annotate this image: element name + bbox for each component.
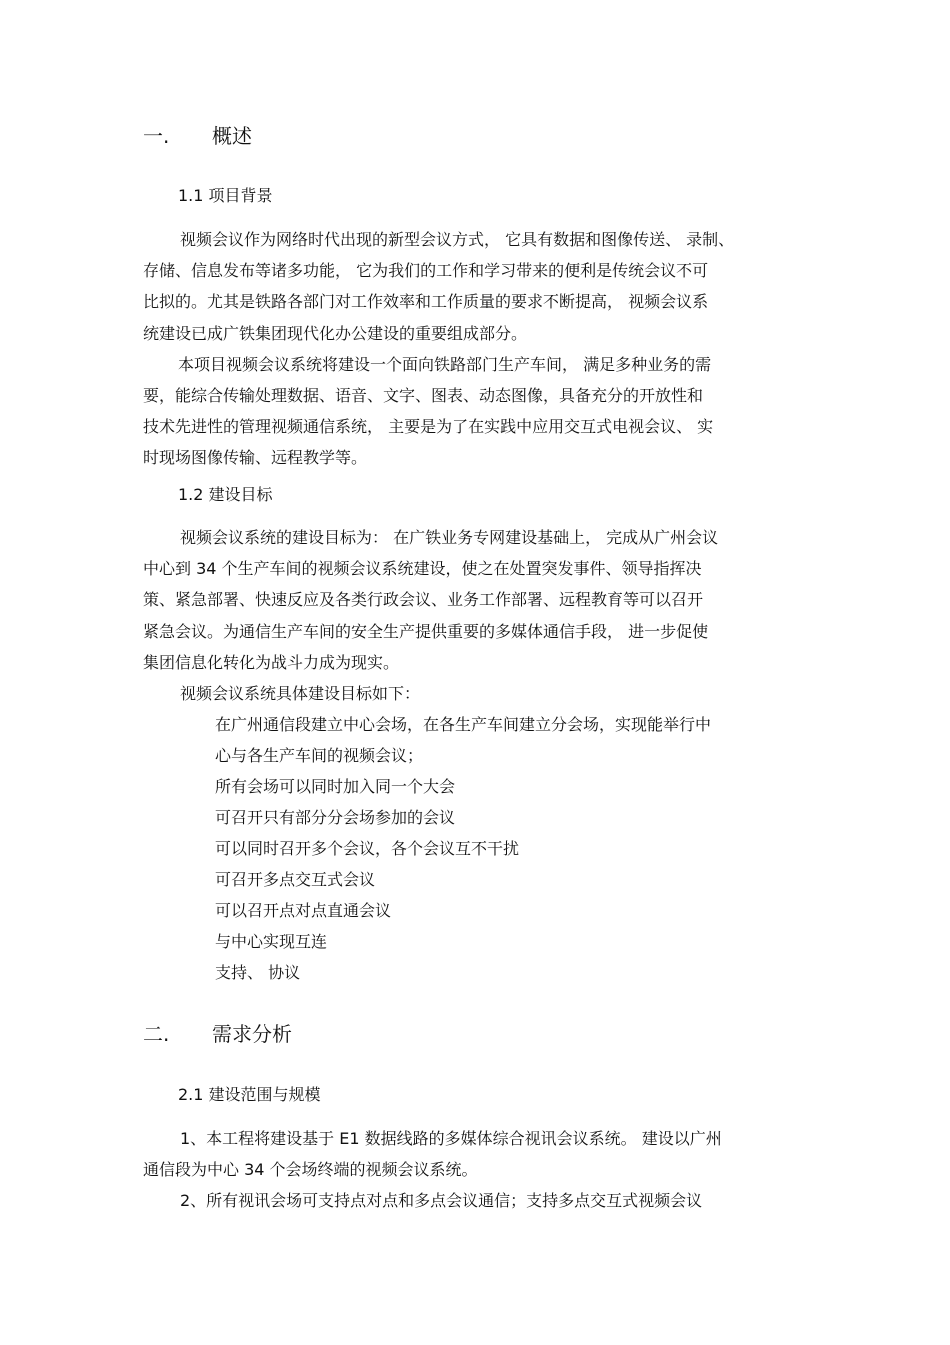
list-item: 可召开只有部分分会场参加的会议 xyxy=(215,808,456,827)
section-1-title: 概述 xyxy=(212,124,252,148)
paragraph-line: 集团信息化转化为战斗力成为现实。 xyxy=(143,653,400,672)
list-item: 可召开多点交互式会议 xyxy=(215,870,376,889)
subsection-1-1-title: 1.1 项目背景 xyxy=(178,186,273,205)
paragraph-line: 策、紧急部署、快速反应及各类行政会议、业务工作部署、远程教育等可以召开 xyxy=(143,590,704,609)
paragraph-line: 视频会议系统的建设目标为： 在广铁业务专网建设基础上， 完成从广州会议 xyxy=(180,528,719,547)
paragraph-line: 视频会议作为网络时代出现的新型会议方式， 它具有数据和图像传送、 录制、 xyxy=(180,230,735,249)
paragraph-line: 2、所有视讯会场可支持点对点和多点会议通信；支持多点交互式视频会议 xyxy=(180,1191,703,1210)
paragraph-line: 中心到 34 个生产车间的视频会议系统建设，使之在处置突发事件、领导指挥决 xyxy=(143,559,702,578)
subsection-1-2-title: 1.2 建设目标 xyxy=(178,485,273,504)
paragraph-line: 要，能综合传输处理数据、语音、文字、图表、动态图像，具备充分的开放性和 xyxy=(143,386,704,405)
paragraph-line: 统建设已成广铁集团现代化办公建设的重要组成部分。 xyxy=(143,324,528,343)
list-item: 心与各生产车间的视频会议； xyxy=(215,746,424,765)
paragraph-line: 1、本工程将建设基于 E1 数据线路的多媒体综合视讯会议系统。 建设以广州 xyxy=(180,1129,722,1148)
paragraph-line: 时现场图像传输、远程教学等。 xyxy=(143,448,368,467)
paragraph-line: 存储、信息发布等诸多功能， 它为我们的工作和学习带来的便利是传统会议不可 xyxy=(143,261,709,280)
list-item: 可以召开点对点直通会议 xyxy=(215,901,392,920)
list-item: 与中心实现互连 xyxy=(215,932,328,951)
section-2-number: 二. xyxy=(143,1022,170,1046)
paragraph-line: 技术先进性的管理视频通信系统， 主要是为了在实践中应用交互式电视会议、 实 xyxy=(143,417,714,436)
paragraph-line: 紧急会议。为通信生产车间的安全生产提供重要的多媒体通信手段， 进一步促使 xyxy=(143,622,709,641)
paragraph-line: 通信段为中心 34 个会场终端的视频会议系统。 xyxy=(143,1160,478,1179)
list-item: 可以同时召开多个会议，各个会议互不干扰 xyxy=(215,839,520,858)
list-item: 所有会场可以同时加入同一个大会 xyxy=(215,777,456,796)
list-intro: 视频会议系统具体建设目标如下： xyxy=(180,684,421,703)
list-item: 支持、 协议 xyxy=(215,963,301,982)
list-item: 在广州通信段建立中心会场，在各生产车间建立分会场，实现能举行中 xyxy=(215,715,712,734)
paragraph-line: 本项目视频会议系统将建设一个面向铁路部门生产车间， 满足多种业务的需 xyxy=(178,355,712,374)
paragraph-line: 比拟的。尤其是铁路各部门对工作效率和工作质量的要求不断提高， 视频会议系 xyxy=(143,292,709,311)
section-1-number: 一. xyxy=(143,124,170,148)
subsection-2-1-title: 2.1 建设范围与规模 xyxy=(178,1085,321,1104)
section-2-title: 需求分析 xyxy=(212,1022,292,1046)
